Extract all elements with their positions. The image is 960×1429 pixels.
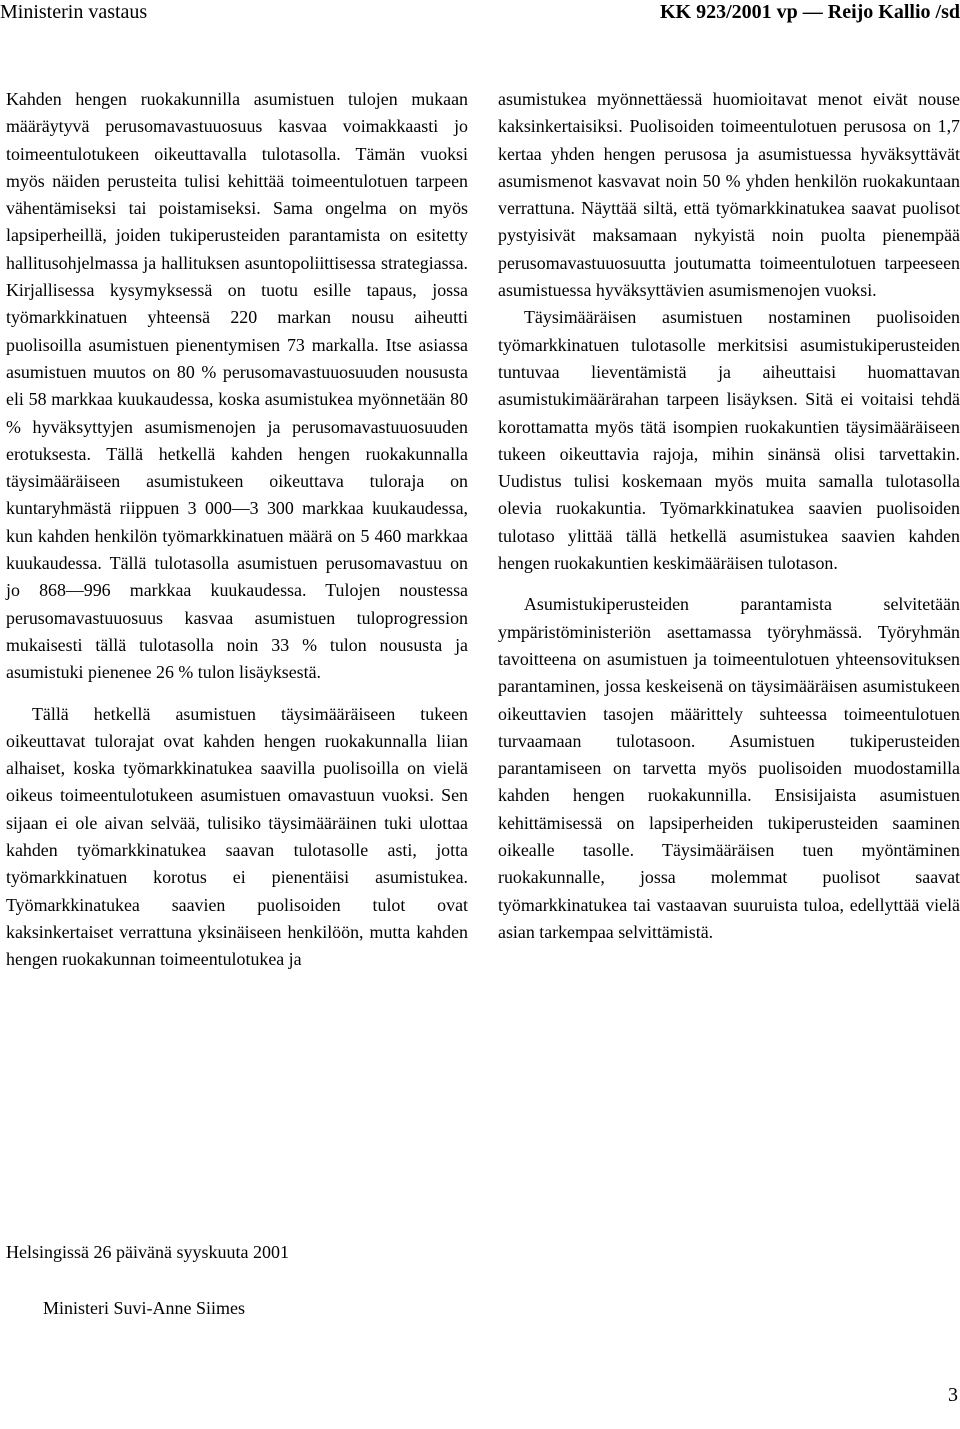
page-number: 3 xyxy=(948,1384,958,1406)
page-header xyxy=(0,0,960,26)
right-paragraph-1: asumistukea myönnettäessä huomioitavat menot eivät nouse kaksinkertaisiksi. Puolisoiden toimeentulotuen perusosa on 1,7 kertaa yhden hengen perusosa ja asumistuessa hyväksyttävät asumismenot kasvavat noin 50 % yhden henkilön ruokakuntaan verrattuna. Näyttää siltä, että työmarkkinatukea saavat puolisot pystyisivät maksamaan nykyistä noin puolta pienempää perusomavastuuosuutta joutumatta toimeentulotuen tarpeeseen asumistuessa hyväksyttävien asumismenojen vuoksi. xyxy=(498,89,960,301)
signature-place-date: Helsingissä 26 päivänä syyskuuta 2001 xyxy=(6,1242,289,1262)
signature-name: Ministeri Suvi-Anne Siimes xyxy=(43,1298,245,1318)
right-paragraph-3: Asumistukiperusteiden parantamista selvitetään ympäristöministeriön asettamassa työryhmässä. Työryhmän tavoitteena on asumistuen ja toimeentulotuen yhteensovituksen parantaminen, jossa keskeisenä on täysimääräisen asumistukeen oikeuttavien tasojen määrittely suhteessa toimeentulotuen turvaamaan tulotasoon. Asumistuen tukiperusteiden parantamiseen on tarvetta myös puolisoiden muodostamilla kahden hengen ruokakunnilla. Ensisijaista asumistuen kehittämisessä on lapsiperheiden tukiperusteiden saaminen oikealle tasolle. Täysimääräisen tuen myöntäminen ruokakunnalle, jossa molemmat puolisot saavat työmarkkinatukea tai vastaavan suuruista tuloa, edellyttää vielä asian tarkempaa selvittämistä. xyxy=(498,594,960,942)
right-paragraph-2: Täysimääräisen asumistuen nostaminen puolisoiden työmarkkinatuen tulotasolle merkitsisi asumistukiperusteiden tuntuvaa lieventämistä ja aiheuttaisi huomattavan asumistukimäärärahan tarpeen lisäyksen. Sitä ei voitaisi tehdä korottamatta myös tätä isompien ruokakuntien täysimääräiseen tukeen oikeuttavia rajoja, mihin sinänsä olisi tarvettakin. Uudistus tulisi koskemaan myös muita samalla tulotasolla olevia ruokakuntia. Työmarkkinatukea saavien puolisoiden tulotaso ylittää tällä hetkellä asumistukea saavien kahden hengen ruokakuntien keskimääräisen tulotason. xyxy=(498,307,960,574)
header-right-reference: KK 923/2001 vp — Reijo Kallio /sd xyxy=(659,1,960,23)
left-column xyxy=(6,86,468,974)
left-paragraph-2: Tällä hetkellä asumistuen täysimääräiseen tukeen oikeuttavat tulorajat ovat kahden hengen ruokakunnalla liian alhaiset, koska työmarkkinatukea saavilla puolisoilla on vielä oikeus toimeentulotukeen asumistuen omavastuun vuoksi. Sen sijaan ei ole aivan selvää, tulisiko täysimääräinen tuki ulottaa kahden työmarkkinatukea saavan tulotasolle asti, jotta työmarkkinatuen korotus ei pienentäisi asumistukea. Työmarkkinatukea saavien puolisoiden tulot ovat kaksinkertaiset verrattuna yksinäiseen henkilöön, mutta kahden hengen ruokakunnan toimeentulotukea ja xyxy=(6,703,468,970)
left-paragraph-1: Kahden hengen ruokakunnilla asumistuen tulojen mukaan määräytyvä perusomavastuuosuus kasvaa voimakkaasti jo toimeentulotukeen oikeuttavalla tulotasolla. Tämän vuoksi myös näiden perusteita tulisi kehittää toimeentulotuen tarpeen vähentämiseksi tai poistamiseksi. Sama ongelma on myös lapsiperheillä, joiden tukiperusteiden parantamista on esitetty hallitusohjelmassa ja hallituksen asuntopoliittisessa strategiassa. Kirjallisessa kysymyksessä on tuotu esille tapaus, jossa työmarkkinatuen yhteensä 220 markan nousu aiheutti puolisoilla asumistuen pienentymisen 73 markalla. Itse asiassa asumistuen muutos on 80 % perusomavastuuosuuden noususta eli 58 markkaa kuukaudessa, koska asumistukea myönnetään 80 % hyväksyttyjen asumismenojen ja perusomavastuuosuuden erotuksesta. Tällä hetkellä kahden hengen ruokakunnalla täysimääräiseen asumistukeen oikeuttava tuloraja on kuntaryhmästä riippuen 3 000—3 300 markkaa kuukaudessa, kun kahden henkilön työmarkkinatuen määrä on 5 460 markkaa kuukaudessa. Tällä tulotasolla asumistuen perusomavastuu on jo 868—996 markkaa kuukaudessa. Tulojen noustessa perusomavastuuosuus kasvaa asumistuen tuloprogression mukaisesti tällä tulotasolla noin 33 % tulon noususta ja asumistuki pienenee 26 % tulon lisäyksestä. xyxy=(6,89,468,683)
header-left-title: Ministerin vastaus xyxy=(0,1,148,23)
right-column xyxy=(498,86,960,946)
